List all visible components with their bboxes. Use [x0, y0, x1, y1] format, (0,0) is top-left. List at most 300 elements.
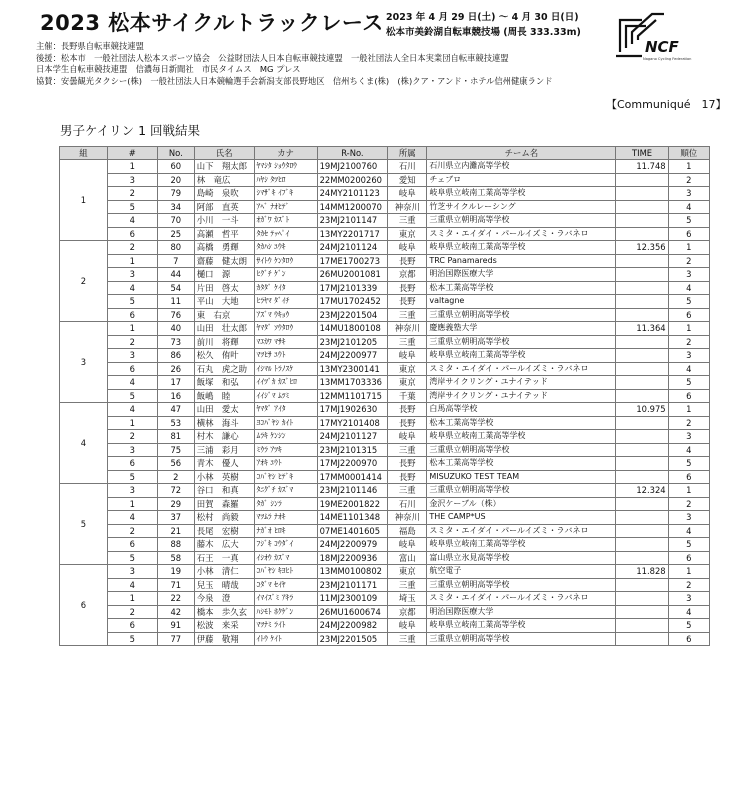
credits-sponsors: 協賛：安曇観光タクシー(株) 一般社団法人日本競輪選手会新潟支部長野地区 信州ちくま(株) (株)クア・アンド・ホテル信州健康ランド — [36, 76, 553, 87]
cell-hash: 3 — [107, 268, 157, 282]
cell-name: 高橋 勇輝 — [194, 241, 254, 255]
cell-name: 伊藤 敬翔 — [194, 632, 254, 646]
table-row — [60, 443, 710, 457]
table-row — [60, 268, 710, 282]
cell-time — [616, 538, 668, 552]
cell-kana: ｲｲｼﾞﾏ ﾑﾂﾐ — [254, 389, 317, 403]
cell-time — [616, 605, 668, 619]
cell-time — [616, 254, 668, 268]
col-header-pref: 所属 — [388, 147, 427, 160]
cell-group: 1 — [60, 160, 108, 241]
cell-kana: ﾊﾔｼ ﾀﾂﾋﾛ — [254, 173, 317, 187]
cell-name: 谷口 和真 — [194, 484, 254, 498]
col-header-group: 組 — [60, 147, 108, 160]
table-row — [60, 362, 710, 376]
cell-hash: 1 — [107, 416, 157, 430]
cell-rank: 6 — [668, 632, 709, 646]
cell-no: 37 — [157, 511, 194, 525]
cell-rno: 19MJ2100760 — [317, 160, 388, 174]
cell-no: 44 — [157, 268, 194, 282]
cell-hash: 2 — [107, 187, 157, 201]
cell-hash: 4 — [107, 376, 157, 390]
cell-time — [616, 430, 668, 444]
cell-name: 青木 優人 — [194, 457, 254, 471]
event-venue: 松本市美鈴湖自転車競技場 (周長 333.33m) — [386, 27, 581, 38]
cell-rno: 13MM1703336 — [317, 376, 388, 390]
cell-name: 小林 清仁 — [194, 565, 254, 579]
cell-no: 72 — [157, 484, 194, 498]
cell-no: 25 — [157, 227, 194, 241]
cell-no: 73 — [157, 335, 194, 349]
cell-pref: 長野 — [388, 403, 427, 417]
cell-name: 山田 壮太郎 — [194, 322, 254, 336]
cell-rank: 6 — [668, 551, 709, 565]
cell-team: 白馬高等学校 — [427, 403, 616, 417]
cell-no: 71 — [157, 578, 194, 592]
cell-rank: 2 — [668, 578, 709, 592]
cell-team: 石川県立内灘高等学校 — [427, 160, 616, 174]
cell-rno: 26MU2001081 — [317, 268, 388, 282]
cell-team: 湾岸サイクリング・ユナイテッド — [427, 376, 616, 390]
cell-rno: 14MM1200070 — [317, 200, 388, 214]
cell-team: 航空電子 — [427, 565, 616, 579]
cell-kana: ﾏﾂﾅﾐ ﾗｲﾄ — [254, 619, 317, 633]
cell-name: 石丸 虎之助 — [194, 362, 254, 376]
cell-rank: 1 — [668, 484, 709, 498]
cell-hash: 5 — [107, 295, 157, 309]
col-header-no: No. — [157, 147, 194, 160]
table-row — [60, 173, 710, 187]
credits-supporters-cont: 日本学生自転車競技連盟 信濃毎日新聞社 市民タイムス MG プレス — [36, 64, 301, 75]
cell-kana: ｺﾀﾞﾏ ｾｲﾔ — [254, 578, 317, 592]
cell-rank: 5 — [668, 214, 709, 228]
cell-team: スミタ・エイダイ・パールイズミ・ラバネロ — [427, 524, 616, 538]
table-row — [60, 632, 710, 646]
cell-time — [616, 443, 668, 457]
cell-name: 小川 一斗 — [194, 214, 254, 228]
cell-time — [616, 295, 668, 309]
cell-kana: ﾏｴｶﾜ ﾏｻｷ — [254, 335, 317, 349]
cell-pref: 長野 — [388, 295, 427, 309]
cell-kana: ｱﾍﾞ ﾅｵﾋﾃﾞ — [254, 200, 317, 214]
cell-pref: 三重 — [388, 443, 427, 457]
cell-rank: 5 — [668, 538, 709, 552]
cell-pref: 東京 — [388, 376, 427, 390]
col-header-hash: # — [107, 147, 157, 160]
cell-time — [616, 187, 668, 201]
cell-kana: ｺﾊﾞﾔｼ ﾋﾃﾞｷ — [254, 470, 317, 484]
cell-name: 小林 英樹 — [194, 470, 254, 484]
table-row — [60, 578, 710, 592]
cell-no: 77 — [157, 632, 194, 646]
cell-no: 91 — [157, 619, 194, 633]
col-header-kana: カナ — [254, 147, 317, 160]
cell-team: 明治国際医療大学 — [427, 268, 616, 282]
cell-rank: 3 — [668, 187, 709, 201]
cell-time: 12.324 — [616, 484, 668, 498]
cell-team: スミタ・エイダイ・パールイズミ・ラバネロ — [427, 227, 616, 241]
cell-kana: ﾔﾏﾀﾞ ｱｲﾀ — [254, 403, 317, 417]
cell-rank: 6 — [668, 308, 709, 322]
cell-hash: 1 — [107, 322, 157, 336]
cell-pref: 埼玉 — [388, 592, 427, 606]
cell-rank: 3 — [668, 268, 709, 282]
cell-team: スミタ・エイダイ・パールイズミ・ラバネロ — [427, 592, 616, 606]
cell-hash: 6 — [107, 227, 157, 241]
cell-kana: ﾌｼﾞｷ ｺｳﾀﾞｲ — [254, 538, 317, 552]
cell-hash: 6 — [107, 362, 157, 376]
cell-kana: ｲﾏｲｽﾞﾐ ｱｷﾗ — [254, 592, 317, 606]
cell-hash: 4 — [107, 281, 157, 295]
col-header-name: 氏名 — [194, 147, 254, 160]
table-row — [60, 619, 710, 633]
logo-text: NCF — [645, 38, 679, 56]
cell-pref: 石川 — [388, 497, 427, 511]
cell-pref: 石川 — [388, 160, 427, 174]
cell-no: 60 — [157, 160, 194, 174]
cell-team: 湾岸サイクリング・ユナイテッド — [427, 389, 616, 403]
communique-number: 【Communiqué 17】 — [606, 98, 727, 111]
cell-kana: ｲﾄｳ ｹｲﾄ — [254, 632, 317, 646]
cell-team: MISUZUKO TEST TEAM — [427, 470, 616, 484]
col-header-team: チーム名 — [427, 147, 616, 160]
table-row — [60, 241, 710, 255]
logo-subtext: Nagano Cycling Federation — [643, 57, 692, 61]
cell-no: 58 — [157, 551, 194, 565]
cell-team: 松本工業高等学校 — [427, 416, 616, 430]
table-row — [60, 538, 710, 552]
cell-rank: 4 — [668, 605, 709, 619]
cell-time — [616, 578, 668, 592]
cell-team: 岐阜県立岐南工業高等学校 — [427, 349, 616, 363]
cell-rank: 6 — [668, 389, 709, 403]
cell-kana: ｶﾀﾀﾞ ｹｲﾀ — [254, 281, 317, 295]
cell-rno: 24MY2101123 — [317, 187, 388, 201]
cell-name: 松村 尚毅 — [194, 511, 254, 525]
cell-name: 兒玉 晴哉 — [194, 578, 254, 592]
cell-pref: 岐阜 — [388, 430, 427, 444]
cell-rank: 1 — [668, 403, 709, 417]
cell-rno: 13MM0100802 — [317, 565, 388, 579]
cell-hash: 3 — [107, 565, 157, 579]
cell-no: 53 — [157, 416, 194, 430]
cell-rank: 1 — [668, 241, 709, 255]
cell-rno: 23MJ2101147 — [317, 214, 388, 228]
table-header-row — [60, 147, 710, 160]
cell-kana: ｱｵｷ ﾕｳﾄ — [254, 457, 317, 471]
cell-pref: 三重 — [388, 632, 427, 646]
results-table — [59, 146, 710, 646]
cell-kana: ﾊｼﾓﾄ ﾎｸｹﾞﾝ — [254, 605, 317, 619]
cell-name: 島崎 泉吹 — [194, 187, 254, 201]
cell-name: 三浦 彩月 — [194, 443, 254, 457]
cell-kana: ｲｲﾂﾞｶ ｶｽﾞﾋﾛ — [254, 376, 317, 390]
cell-pref: 長野 — [388, 470, 427, 484]
page-title: 2023 松本サイクルトラックレース — [40, 11, 384, 35]
event-credits — [36, 41, 553, 88]
cell-time: 12.356 — [616, 241, 668, 255]
cell-hash: 3 — [107, 349, 157, 363]
table-row — [60, 349, 710, 363]
cell-rank: 5 — [668, 376, 709, 390]
table-row — [60, 200, 710, 214]
cell-hash: 1 — [107, 592, 157, 606]
cell-name: 林 竜広 — [194, 173, 254, 187]
cell-hash: 6 — [107, 457, 157, 471]
cell-name: 田賀 森羅 — [194, 497, 254, 511]
cell-rank: 4 — [668, 200, 709, 214]
cell-rank: 2 — [668, 335, 709, 349]
cell-pref: 富山 — [388, 551, 427, 565]
cell-no: 47 — [157, 403, 194, 417]
table-row — [60, 227, 710, 241]
cell-pref: 岐阜 — [388, 187, 427, 201]
cell-rno: 17ME1700273 — [317, 254, 388, 268]
cell-name: 樋口 源 — [194, 268, 254, 282]
cell-rno: 13MY2201717 — [317, 227, 388, 241]
cell-rank: 5 — [668, 457, 709, 471]
cell-team: 竹芝サイクルレーシング — [427, 200, 616, 214]
cell-pref: 岐阜 — [388, 538, 427, 552]
cell-time — [616, 268, 668, 282]
cell-rno: 23MJ2101171 — [317, 578, 388, 592]
cell-team: チェブロ — [427, 173, 616, 187]
cell-rno: 23MJ2201504 — [317, 308, 388, 322]
table-row — [60, 416, 710, 430]
cell-hash: 6 — [107, 308, 157, 322]
cell-time — [616, 551, 668, 565]
cell-no: 54 — [157, 281, 194, 295]
cell-time — [616, 470, 668, 484]
cell-rank: 6 — [668, 470, 709, 484]
cell-kana: ﾀｶｾ ﾃｯﾍﾟｲ — [254, 227, 317, 241]
cell-rank: 3 — [668, 430, 709, 444]
results-body — [60, 160, 710, 646]
cell-pref: 長野 — [388, 281, 427, 295]
cell-team: 松本工業高等学校 — [427, 281, 616, 295]
table-row — [60, 322, 710, 336]
cell-kana: ﾋｸﾞﾁ ｹﾞﾝ — [254, 268, 317, 282]
cell-name: 橋本 歩久玄 — [194, 605, 254, 619]
cell-hash: 1 — [107, 497, 157, 511]
cell-pref: 東京 — [388, 362, 427, 376]
cell-time — [616, 511, 668, 525]
cell-name: 阿部 直英 — [194, 200, 254, 214]
cell-rno: 23MJ2101146 — [317, 484, 388, 498]
table-row — [60, 592, 710, 606]
cell-rank: 2 — [668, 497, 709, 511]
table-row — [60, 497, 710, 511]
cell-team: 岐阜県立岐南工業高等学校 — [427, 619, 616, 633]
cell-no: 88 — [157, 538, 194, 552]
cell-name: 今泉 澄 — [194, 592, 254, 606]
cell-no: 79 — [157, 187, 194, 201]
cell-name: 飯塚 和弘 — [194, 376, 254, 390]
cell-kana: ﾀｶﾊｼ ﾕｳｷ — [254, 241, 317, 255]
cell-pref: 神奈川 — [388, 322, 427, 336]
cell-rno: 24MJ2200979 — [317, 538, 388, 552]
cell-kana: ﾏﾂﾑﾗ ﾅｵｷ — [254, 511, 317, 525]
table-row — [60, 605, 710, 619]
cell-rno: 19ME2001822 — [317, 497, 388, 511]
ncf-logo — [612, 8, 692, 66]
cell-rno: 17MM0001414 — [317, 470, 388, 484]
table-row — [60, 160, 710, 174]
cell-team: valtagne — [427, 295, 616, 309]
cell-name: 藤木 広大 — [194, 538, 254, 552]
cell-hash: 5 — [107, 470, 157, 484]
cell-kana: ﾑﾗｷ ｹﾝｼﾝ — [254, 430, 317, 444]
cell-team: 金沢ケーブル（株） — [427, 497, 616, 511]
cell-rank: 3 — [668, 592, 709, 606]
cell-no: 81 — [157, 430, 194, 444]
cell-pref: 長野 — [388, 457, 427, 471]
cell-rno: 24MJ2200982 — [317, 619, 388, 633]
cell-kana: ﾖｺﾊﾞﾔｼ ｶｲﾄ — [254, 416, 317, 430]
cell-no: 16 — [157, 389, 194, 403]
cell-time — [616, 376, 668, 390]
cell-team: 三重県立朝明高等学校 — [427, 335, 616, 349]
cell-team: 三重県立朝明高等学校 — [427, 484, 616, 498]
table-row — [60, 335, 710, 349]
cell-name: 東 右京 — [194, 308, 254, 322]
cell-time — [616, 389, 668, 403]
cell-kana: ﾀｶﾞ ｼﾝﾗ — [254, 497, 317, 511]
cell-hash: 6 — [107, 619, 157, 633]
cell-hash: 2 — [107, 430, 157, 444]
cell-hash: 4 — [107, 578, 157, 592]
cell-pref: 三重 — [388, 308, 427, 322]
cell-hash: 3 — [107, 443, 157, 457]
cell-time: 11.364 — [616, 322, 668, 336]
cell-no: 76 — [157, 308, 194, 322]
cell-name: 横林 海斗 — [194, 416, 254, 430]
cell-time: 11.828 — [616, 565, 668, 579]
cell-name: 平山 大地 — [194, 295, 254, 309]
cell-group: 6 — [60, 565, 108, 646]
cell-hash: 3 — [107, 173, 157, 187]
cell-rank: 1 — [668, 322, 709, 336]
cell-pref: 福島 — [388, 524, 427, 538]
col-header-rank: 順位 — [668, 147, 709, 160]
cell-no: 19 — [157, 565, 194, 579]
cell-rank: 4 — [668, 362, 709, 376]
cell-time — [616, 173, 668, 187]
cell-rank: 2 — [668, 254, 709, 268]
table-row — [60, 511, 710, 525]
cell-time — [616, 632, 668, 646]
table-row — [60, 565, 710, 579]
cell-pref: 三重 — [388, 214, 427, 228]
cell-time — [616, 416, 668, 430]
cell-name: 飯嶋 睦 — [194, 389, 254, 403]
cell-pref: 三重 — [388, 335, 427, 349]
table-row — [60, 403, 710, 417]
cell-rno: 17MU1702452 — [317, 295, 388, 309]
table-row — [60, 457, 710, 471]
event-title: 男子ケイリン 1 回戦結果 — [60, 123, 201, 138]
cell-kana: ｺﾊﾞﾔｼ ｷﾖﾋﾄ — [254, 565, 317, 579]
cell-time — [616, 227, 668, 241]
col-header-rno: R-No. — [317, 147, 388, 160]
cell-pref: 神奈川 — [388, 511, 427, 525]
cell-pref: 三重 — [388, 484, 427, 498]
cell-time — [616, 524, 668, 538]
cell-name: 前川 将輝 — [194, 335, 254, 349]
cell-time: 10.975 — [616, 403, 668, 417]
table-row — [60, 281, 710, 295]
cell-group: 3 — [60, 322, 108, 403]
cell-rno: 23MJ2101205 — [317, 335, 388, 349]
table-row — [60, 524, 710, 538]
cell-rno: 11MJ2300109 — [317, 592, 388, 606]
table-row — [60, 308, 710, 322]
cell-team: 明治国際医療大学 — [427, 605, 616, 619]
cell-name: 高瀬 哲平 — [194, 227, 254, 241]
table-row — [60, 430, 710, 444]
cell-rank: 5 — [668, 295, 709, 309]
cell-team: TRC Panamareds — [427, 254, 616, 268]
cell-group: 4 — [60, 403, 108, 484]
cell-rno: 24MJ2101124 — [317, 241, 388, 255]
cell-kana: ﾀﾆｸﾞﾁ ｶｽﾞﾏ — [254, 484, 317, 498]
table-row — [60, 214, 710, 228]
cell-rank: 2 — [668, 416, 709, 430]
cell-hash: 1 — [107, 254, 157, 268]
table-row — [60, 295, 710, 309]
table-row — [60, 376, 710, 390]
cell-group: 5 — [60, 484, 108, 565]
cell-time — [616, 619, 668, 633]
cell-rno: 14MU1800108 — [317, 322, 388, 336]
cell-rno: 13MY2300141 — [317, 362, 388, 376]
cell-kana: ｻｲﾄｳ ｹﾝﾀﾛｳ — [254, 254, 317, 268]
cell-rno: 17MJ1902630 — [317, 403, 388, 417]
cell-kana: ﾋﾗﾔﾏ ﾀﾞｲﾁ — [254, 295, 317, 309]
cell-time — [616, 281, 668, 295]
cell-team: 三重県立朝明高等学校 — [427, 308, 616, 322]
cell-no: 75 — [157, 443, 194, 457]
cell-pref: 岐阜 — [388, 619, 427, 633]
cell-pref: 千葉 — [388, 389, 427, 403]
cell-rank: 4 — [668, 524, 709, 538]
cell-hash: 2 — [107, 605, 157, 619]
col-header-time: TIME — [616, 147, 668, 160]
table-row — [60, 389, 710, 403]
cell-no: 42 — [157, 605, 194, 619]
cell-no: 86 — [157, 349, 194, 363]
cell-name: 山下 翔太郎 — [194, 160, 254, 174]
cell-no: 70 — [157, 214, 194, 228]
cell-time — [616, 349, 668, 363]
cell-team: 岐阜県立岐南工業高等学校 — [427, 430, 616, 444]
cell-kana: ｱｽﾞﾏ ｳｷｮｳ — [254, 308, 317, 322]
cell-rno: 23MJ2101315 — [317, 443, 388, 457]
cell-rank: 3 — [668, 511, 709, 525]
cell-team: 慶應義塾大学 — [427, 322, 616, 336]
cell-rank: 4 — [668, 281, 709, 295]
table-row — [60, 187, 710, 201]
cell-team: 三重県立朝明高等学校 — [427, 443, 616, 457]
cell-rno: 24MJ2200977 — [317, 349, 388, 363]
cell-kana: ﾔﾏｼﾀ ｼｮｳﾀﾛｳ — [254, 160, 317, 174]
cell-hash: 5 — [107, 632, 157, 646]
cell-time — [616, 457, 668, 471]
cell-no: 40 — [157, 322, 194, 336]
cell-team: 岐阜県立岐南工業高等学校 — [427, 538, 616, 552]
cell-time — [616, 335, 668, 349]
cell-time — [616, 592, 668, 606]
